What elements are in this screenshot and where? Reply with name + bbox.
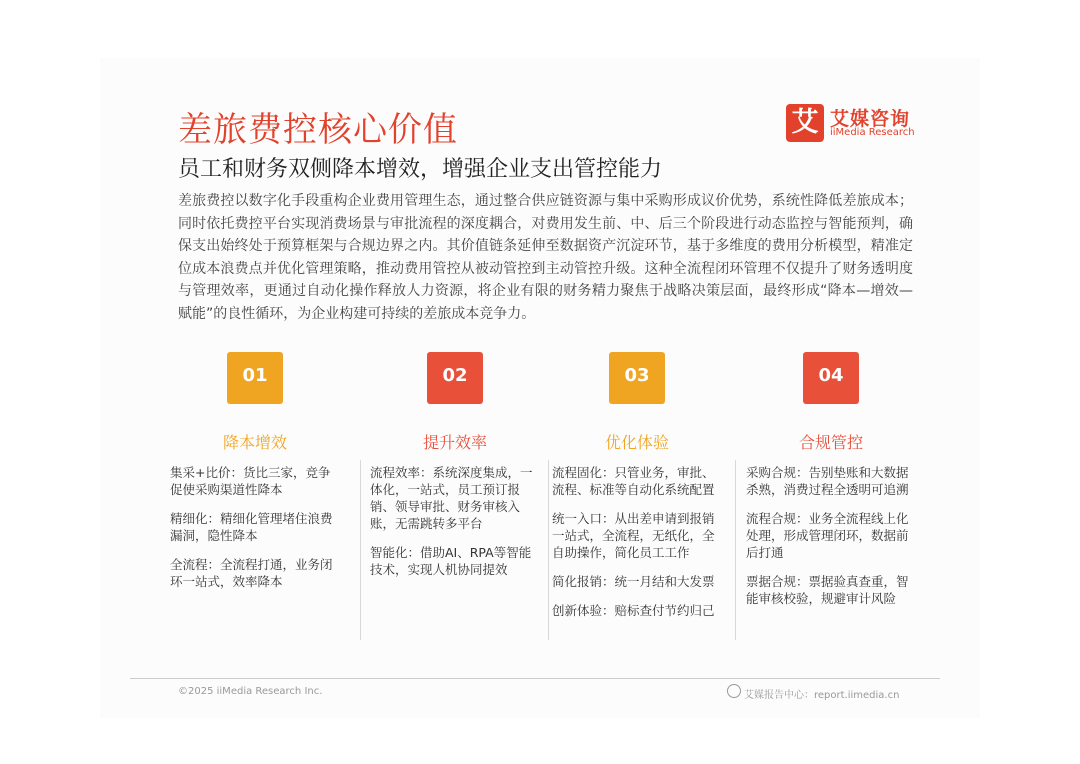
column-item: 简化报销：统一月结和大发票 <box>552 574 715 589</box>
column-item: 流程合规：业务全流程线上化处理，形成管理闭环，数据前后打通 <box>746 511 909 560</box>
column-item: 采购合规：告别垫账和大数据杀熟，消费过程全透明可追溯 <box>746 465 909 497</box>
logo-name: 艾媒咨询 <box>830 108 911 130</box>
value-column-01 <box>170 352 340 602</box>
column-divider <box>360 460 361 640</box>
report-center-icon <box>727 684 741 698</box>
footer-divider <box>130 678 940 679</box>
column-title: 提升效率 <box>422 433 487 452</box>
column-item: 智能化：借助AI、RPA等智能技术，实现人机协同提效 <box>370 545 532 577</box>
column-divider <box>735 460 736 640</box>
company-logo <box>786 104 916 144</box>
number-badge <box>609 352 665 404</box>
page-title: 差旅费控核心价值 <box>178 110 458 150</box>
column-title: 优化体验 <box>604 433 669 452</box>
number-label: 01 <box>242 365 268 386</box>
number-label: 03 <box>624 365 650 386</box>
page-subtitle: 员工和财务双侧降本增效，增强企业支出管控能力 <box>178 157 663 182</box>
number-label: 04 <box>818 365 844 386</box>
footer-report-center: 艾媒报告中心：report.iimedia.cn <box>744 690 900 701</box>
column-title: 降本增效 <box>222 433 287 452</box>
column-item: 精细化：精细化管理堵住浪费漏洞，隐性降本 <box>170 511 333 543</box>
column-item: 全流程：全流程打通，业务闭环一站式，效率降本 <box>170 557 333 589</box>
column-divider <box>548 460 549 640</box>
intro-paragraph: 差旅费控以数字化手段重构企业费用管理生态，通过整合供应链资源与集中采购形成议价优势，系统性降低差旅成本；同时依托费控平台实现消费场景与审批流程的深度耦合，对费用发生前、中、后三个阶段进行动态监控与智能预判，确保支出始终处于预算框架与合规边界之内。其价值链条延伸至数据资产沉淀环节，基于多维度的费用分析模型，精准定位成本浪费点并优化管理策略，推动费用管控从被动管控到主动管控升级。这种全流程闭环管理不仅提升了财务透明度与管理效率，更通过自动化操作释放人力资源，将企业有限的财务精力聚焦于战略决策层面，最终形成“降本—增效—赋能”的良性循环，为企业构建可持续的差旅成本竞争力。 <box>178 193 913 322</box>
number-badge <box>803 352 859 404</box>
column-item: 流程效率：系统深度集成，一体化，一站式，员工预订报销、领导审批、财务审核入账，无需跳转多平台 <box>370 465 533 531</box>
value-column-04 <box>746 352 916 619</box>
number-badge <box>227 352 283 404</box>
logo-mark-icon <box>786 104 824 142</box>
number-badge <box>427 352 483 404</box>
logo-english-name: iiMedia Research <box>830 127 915 138</box>
number-label: 02 <box>442 365 468 386</box>
value-column-03 <box>552 352 722 631</box>
column-title: 合规管控 <box>798 433 863 452</box>
value-column-02 <box>370 352 540 590</box>
logo-mark-char: 艾 <box>791 107 819 138</box>
column-item: 集采+比价：货比三家，竞争促使采购渠道性降本 <box>170 465 331 497</box>
column-item: 创新体验：赔标查付节约归己 <box>552 603 715 618</box>
column-item: 统一入口：从出差申请到报销一站式，全流程，无纸化，全自助操作，简化员工工作 <box>552 511 715 560</box>
column-item: 流程固化：只管业务，审批、流程、标准等自动化系统配置 <box>552 465 715 497</box>
footer-copyright: ©2025 iiMedia Research Inc. <box>178 686 323 697</box>
column-item: 票据合规：票据验真查重，智能审核校验，规避审计风险 <box>746 574 909 606</box>
